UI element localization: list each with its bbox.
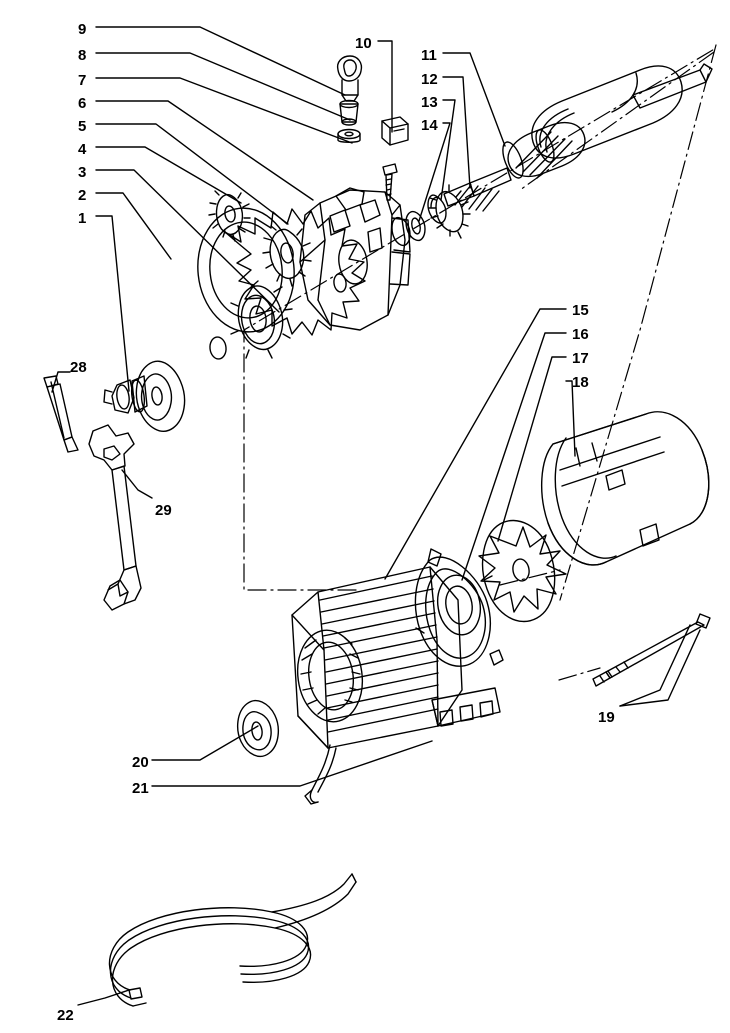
- callout-15: 15: [572, 302, 589, 319]
- callout-9: 9: [78, 21, 87, 38]
- callout-28: 28: [70, 359, 87, 376]
- callout-5: 5: [78, 118, 87, 135]
- callout-6: 6: [78, 95, 87, 112]
- callout-14: 14: [421, 117, 438, 134]
- callout-18: 18: [572, 374, 589, 391]
- callout-21: 21: [132, 780, 149, 797]
- callout-16: 16: [572, 326, 589, 343]
- callout-17: 17: [572, 350, 589, 367]
- callout-19: 19: [598, 709, 615, 726]
- callout-1: 1: [78, 210, 87, 227]
- callout-13: 13: [421, 94, 438, 111]
- callout-20: 20: [132, 754, 149, 771]
- callout-8: 8: [78, 47, 87, 64]
- callout-29: 29: [155, 502, 172, 519]
- callout-2: 2: [78, 187, 87, 204]
- callout-4: 4: [78, 141, 87, 158]
- callout-10: 10: [355, 35, 372, 52]
- callout-22: 22: [57, 1007, 74, 1024]
- callout-7: 7: [78, 72, 87, 89]
- callout-3: 3: [78, 164, 87, 181]
- callout-12: 12: [421, 71, 438, 88]
- callout-11: 11: [421, 47, 437, 64]
